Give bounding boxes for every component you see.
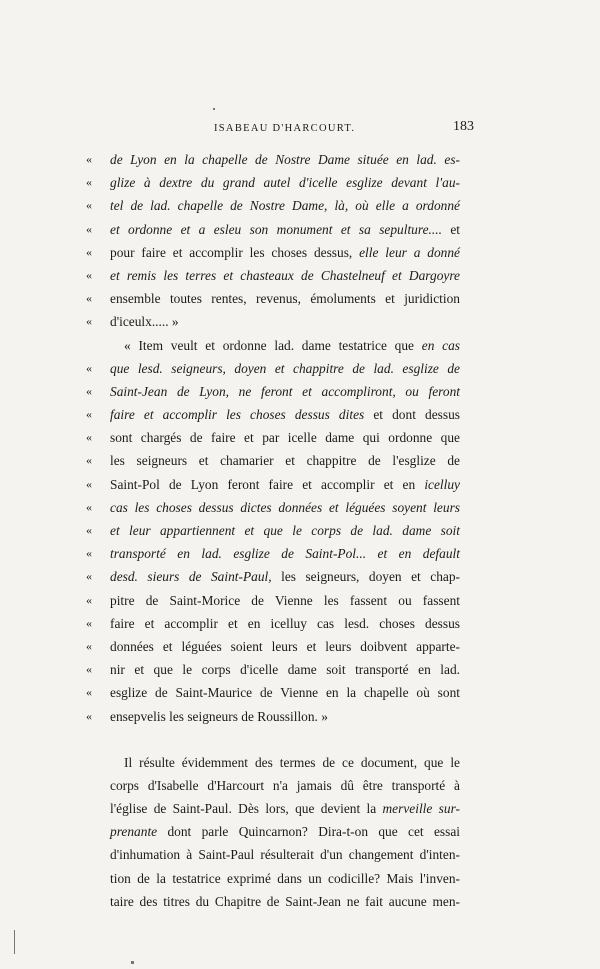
italic-text: glize à dextre du grand autel d'icelle esglize devant l'au-: [110, 175, 460, 191]
italic-text: prenante: [110, 824, 158, 840]
text-line: [86, 380, 460, 403]
roman-text: ensepvelis les seigneurs de Roussillon. »: [110, 708, 328, 724]
text-line: [110, 751, 460, 774]
text-line: [86, 658, 460, 681]
roman-text: nir et que le corps d'icelle dame soit transporté en lad.: [110, 662, 460, 678]
text-line: [86, 403, 460, 426]
quote-mark: «: [86, 267, 92, 282]
roman-text: sont chargés de faire et par icelle dame qui ordonne que: [110, 430, 460, 446]
italic-text: tel de lad. chapelle de Nostre Dame, là, où elle a ordonné: [110, 198, 460, 214]
roman-text: dont parle Quincarnon? Dira-t-on que cet essai: [157, 824, 460, 840]
text-line: [110, 820, 460, 843]
italic-text: et remis les terres et chasteaux de Chastelneuf et Dargoyre: [110, 267, 460, 283]
text-line: [86, 681, 460, 704]
quote-mark: «: [86, 453, 92, 468]
text-line: [86, 241, 460, 264]
roman-text: et: [450, 221, 460, 237]
text-line: [86, 612, 460, 635]
roman-text: d'inhumation à Saint-Paul résulterait d'un changement d'inten-: [110, 847, 460, 863]
text-line: [86, 565, 460, 588]
roman-text: données et léguées soient leurs et leurs doibvent apparte-: [110, 638, 460, 654]
quote-mark: «: [86, 708, 92, 723]
text-line: [86, 589, 460, 612]
roman-text: faire et accomplir et en icelluy cas lesd. choses dessus: [110, 615, 460, 631]
quote-mark: «: [86, 546, 92, 561]
text-line: [110, 843, 460, 866]
quote-mark: «: [86, 569, 92, 584]
scan-speck: [213, 108, 215, 110]
quote-mark: «: [86, 476, 92, 491]
text-line: [110, 890, 460, 913]
text-line: [86, 473, 460, 496]
roman-text: Il résulte évidemment des termes de ce document, que le: [124, 754, 460, 770]
quote-mark: «: [86, 244, 92, 259]
quote-mark: «: [86, 638, 92, 653]
roman-text: les seigneurs, doyen et chap-: [281, 569, 460, 585]
scan-speck: [14, 930, 15, 954]
quote-mark: «: [86, 685, 92, 700]
quote-mark: «: [86, 152, 92, 166]
quote-mark: «: [86, 430, 92, 445]
italic-text: et ordonne et a esleu son monument et sa sepulture....: [110, 221, 451, 237]
quote-mark: «: [86, 592, 92, 607]
text-line: [86, 218, 460, 241]
text-line: [86, 194, 460, 217]
roman-text: l'église de Saint-Paul. Dès lors, que devient la: [110, 801, 383, 817]
italic-text: cas les choses dessus dictes données et léguées soyent leurs: [110, 499, 460, 515]
roman-text: corps d'Isabelle d'Harcourt n'a jamais dû être transporté à: [110, 777, 460, 793]
paragraph-gap: [110, 728, 460, 751]
quoted-item-clause: [86, 334, 460, 728]
roman-text: pour faire et accomplir les choses dessus,: [110, 244, 360, 260]
quoted-will-excerpt: [86, 148, 460, 334]
quote-mark: «: [86, 499, 92, 514]
text-line: [86, 357, 460, 380]
text-line: [86, 287, 460, 310]
quote-mark: «: [86, 198, 92, 213]
italic-text: faire et accomplir les choses dessus dites: [110, 407, 374, 423]
roman-text: les seigneurs et chamarier et chappitre de l'esglize de: [110, 453, 460, 469]
text-line: [86, 705, 460, 728]
scan-speck: [131, 961, 134, 964]
roman-text: taire des titres du Chapitre de Saint-Jean ne fait aucune men-: [110, 893, 460, 909]
italic-text: que lesd. seigneurs, doyen et chappitre de lad. esglize de: [110, 360, 460, 376]
text-line: [86, 496, 460, 519]
page-header: [214, 119, 474, 140]
roman-text: Saint-Pol de Lyon feront faire et accomplir et en: [110, 476, 425, 492]
commentary-paragraph: [110, 751, 460, 913]
italic-text: transporté en lad. esglize de Saint-Pol... et en default: [110, 546, 460, 562]
italic-text: merveille sur-: [382, 801, 460, 817]
text-line: [110, 334, 460, 357]
text-line: [110, 867, 460, 890]
page-body: [86, 148, 460, 913]
quote-mark: «: [86, 221, 92, 236]
quote-mark: «: [86, 662, 92, 677]
quote-mark: «: [86, 360, 92, 375]
roman-text: ensemble toutes rentes, revenus, émoluments et juridiction: [110, 291, 460, 307]
quote-mark: «: [86, 407, 92, 422]
text-line: [86, 310, 460, 333]
running-head: ISABEAU D'HARCOURT.: [214, 123, 356, 134]
quote-mark: «: [86, 175, 92, 190]
text-line: [86, 426, 460, 449]
quote-mark: «: [86, 314, 92, 329]
italic-text: et leur appartiennent et que le corps de lad. dame soit: [110, 523, 460, 538]
quote-mark: «: [86, 291, 92, 306]
text-line: [86, 519, 460, 542]
text-line: [86, 542, 460, 565]
italic-text: de Lyon en la chapelle de Nostre Dame située en lad. es-: [110, 152, 460, 167]
roman-text: « Item veult et ordonne lad. dame testatrice que: [124, 337, 422, 353]
italic-text: elle leur a donné: [359, 244, 460, 260]
italic-text: Saint-Jean de Lyon, ne feront et accompliront, ou feront: [110, 383, 460, 399]
text-line: [86, 635, 460, 658]
text-line: [86, 449, 460, 472]
quote-mark: «: [86, 523, 92, 537]
text-line: [110, 774, 460, 797]
text-line: [86, 264, 460, 287]
page-number: 183: [453, 119, 474, 134]
roman-text: esglize de Saint-Maurice de Vienne en la chapelle où sont: [110, 685, 460, 701]
italic-text: en cas: [421, 337, 460, 353]
italic-text: desd. sieurs de Saint-Paul,: [110, 569, 282, 585]
roman-text: d'iceulx..... »: [110, 314, 179, 330]
italic-text: icelluy: [424, 476, 460, 492]
text-line: [86, 171, 460, 194]
quote-mark: «: [86, 615, 92, 630]
roman-text: et dont dessus: [373, 407, 460, 423]
quote-mark: «: [86, 383, 92, 398]
text-line: [110, 797, 460, 820]
text-line: [86, 148, 460, 171]
roman-text: pitre de Saint-Morice de Vienne les fassent ou fassent: [110, 592, 460, 608]
roman-text: tion de la testatrice exprimé dans un codicille? Mais l'inven-: [110, 870, 460, 886]
